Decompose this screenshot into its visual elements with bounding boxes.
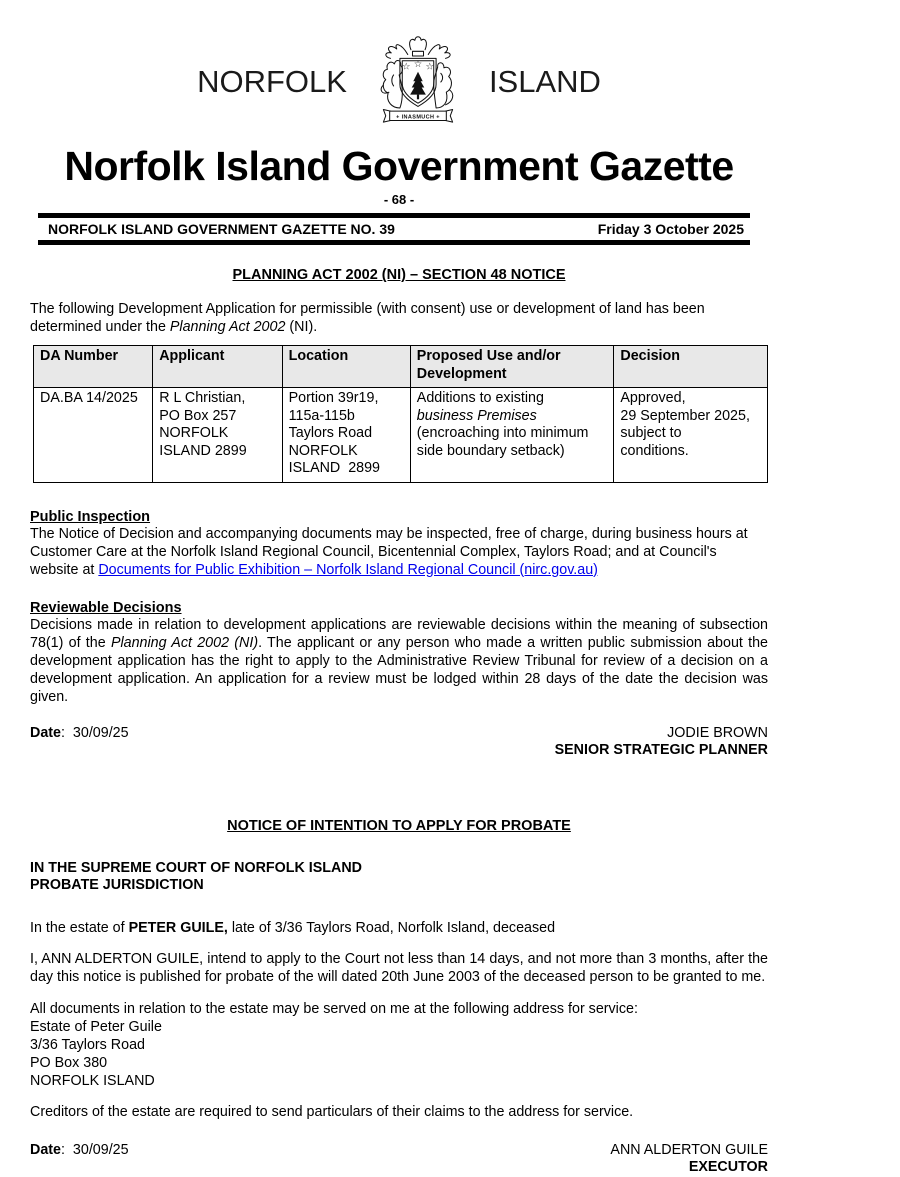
svg-text:☆: ☆ (413, 59, 423, 71)
reviewable-text-post: . The applicant or any person who made a written public submission about the development application has the right to apply to the Administrative Review Tribunal for review of a decision on a development application. An application for a review must be lodged within 28 days of the date the decision was given. (30, 634, 769, 705)
signoff-signature (555, 725, 768, 760)
date-value: : 30/09/25 (61, 724, 129, 741)
service-address-line: NORFOLK ISLAND (30, 1072, 155, 1089)
reviewable-text-pre: Decisions made in relation to development applications are reviewable decisions within the meaning of subsection 78(1) of the (30, 616, 768, 651)
intro-text-post: (NI). (285, 319, 318, 335)
date-value: : 30/09/25 (61, 1141, 129, 1158)
proposed-use-line: Additions to existing (416, 390, 544, 406)
col-header-location: Location (282, 346, 410, 388)
signoff-date (30, 725, 129, 760)
proposed-use-italic: business Premises (416, 407, 537, 424)
section48-intro (30, 300, 768, 336)
signatory-title: SENIOR STRATEGIC PLANNER (554, 742, 768, 758)
da-table-header-row (34, 346, 768, 388)
probate-heading-text: NOTICE OF INTENTION TO APPLY FOR PROBATE (227, 817, 571, 834)
applicant-line: PO Box 257 (159, 407, 237, 424)
col-header-applicant: Applicant (153, 346, 282, 388)
location-line: NORFOLK (288, 442, 358, 459)
location-line: ISLAND 2899 (288, 460, 381, 476)
gazette-number: NORFOLK ISLAND GOVERNMENT GAZETTE NO. 39 (48, 221, 395, 237)
reviewable-decisions-heading: Reviewable Decisions (30, 599, 182, 616)
col-header-decision: Decision (614, 346, 768, 388)
service-address-line: PO Box 380 (30, 1054, 108, 1071)
signoff-date (30, 1142, 129, 1177)
signatory-name: ANN ALDERTON GUILE (610, 1141, 768, 1158)
public-exhibition-link[interactable]: Documents for Public Exhibition – Norfolk Island Regional Council (nirc.gov.au) (98, 561, 598, 578)
service-address-line: Estate of Peter Guile (30, 1018, 162, 1035)
intro-act-name: Planning Act 2002 (169, 319, 286, 335)
public-inspection-body (30, 525, 768, 579)
gazette-header-row (38, 218, 750, 240)
cell-applicant (153, 388, 282, 483)
intent-paragraph: I, ANN ALDERTON GUILE, intend to apply to the Court not less than 14 days, and not more than 3 months, after the day this notice is published for probate of the will dated 20th June 2003 of the deceased person to be granted to me. (30, 950, 768, 985)
applicant-line: NORFOLK (159, 425, 229, 441)
date-label: Date (30, 1141, 61, 1158)
gazette-date: Friday 3 October 2025 (597, 221, 744, 237)
section48-heading (30, 267, 768, 283)
estate-line (30, 919, 768, 937)
masthead-right-word: ISLAND (488, 64, 601, 99)
col-header-proposed-use: Proposed Use and/or Development (410, 346, 614, 388)
applicant-line: ISLAND 2899 (159, 442, 247, 459)
masthead-left-word: NORFOLK (197, 64, 347, 99)
planner-signoff (30, 725, 768, 760)
service-intro: All documents in relation to the estate may be served on me at the following address for service: (30, 1000, 638, 1017)
public-inspection-text: The Notice of Decision and accompanying documents may be inspected, free of charge, during business hours at Customer Care at the Norfolk Island Regional Council, Bicentennial Complex, Taylors Road; and at Council's website at (30, 525, 748, 578)
da-number-value: DA.BA 14/2025 (40, 390, 138, 406)
decision-line: 29 September 2025, (620, 407, 750, 424)
decision-line: Approved, (620, 390, 686, 406)
cell-location (282, 388, 410, 483)
decision-line: conditions. (620, 442, 689, 459)
service-address-line: 3/36 Taylors Road (30, 1036, 145, 1053)
court-line: PROBATE JURISDICTION (30, 877, 204, 893)
col-header-da-number: DA Number (34, 346, 153, 388)
location-line: Portion 39r19, (288, 390, 379, 406)
page-title: Norfolk Island Government Gazette (64, 143, 734, 189)
court-line: IN THE SUPREME COURT OF NORFOLK ISLAND (30, 859, 363, 876)
signatory-title: EXECUTOR (688, 1159, 768, 1175)
cell-da-number (34, 388, 153, 483)
da-table (33, 345, 768, 483)
deceased-name: PETER GUILE, (128, 919, 228, 936)
estate-text-pre: In the estate of (30, 919, 129, 936)
signoff-signature (610, 1142, 768, 1177)
section48-heading-text: PLANNING ACT 2002 (NI) – SECTION 48 NOTICE (232, 267, 566, 283)
cell-decision (614, 388, 768, 483)
coat-of-arms-icon (359, 26, 477, 138)
reviewable-act-name: Planning Act 2002 (NI) (110, 634, 259, 651)
intro-text-pre: The following Development Application for permissible (with consent) use or development of land has been determined under the (30, 301, 705, 335)
probate-heading (30, 818, 768, 834)
estate-text-post: late of 3/36 Taylors Road, Norfolk Island, deceased (227, 919, 556, 936)
public-inspection-heading: Public Inspection (30, 508, 151, 525)
divider-bar-bottom (38, 240, 750, 245)
applicant-line: R L Christian, (159, 390, 246, 406)
reviewable-decisions-body (30, 616, 768, 706)
svg-text:☆: ☆ (425, 61, 434, 73)
court-block (30, 860, 768, 895)
masthead (30, 26, 768, 138)
decision-line: subject to (620, 425, 682, 441)
da-table-row (34, 388, 768, 483)
signatory-name: JODIE BROWN (667, 724, 768, 741)
executor-signoff (30, 1142, 768, 1177)
motto-text: + INASMUCH + (396, 114, 440, 121)
cell-proposed-use (410, 388, 614, 483)
proposed-use-line: (encroaching into minimum side boundary setback) (416, 425, 589, 459)
location-line: Taylors Road (288, 425, 373, 441)
proposed-use-italic-line (417, 408, 608, 426)
creditors-line: Creditors of the estate are required to send particulars of their claims to the address for service. (30, 1103, 634, 1120)
date-label: Date (30, 724, 61, 741)
svg-text:☆: ☆ (401, 61, 411, 73)
service-address-block (30, 1000, 768, 1090)
location-line: 115a-115b (288, 407, 355, 424)
page-number: - 68 - (383, 192, 415, 207)
